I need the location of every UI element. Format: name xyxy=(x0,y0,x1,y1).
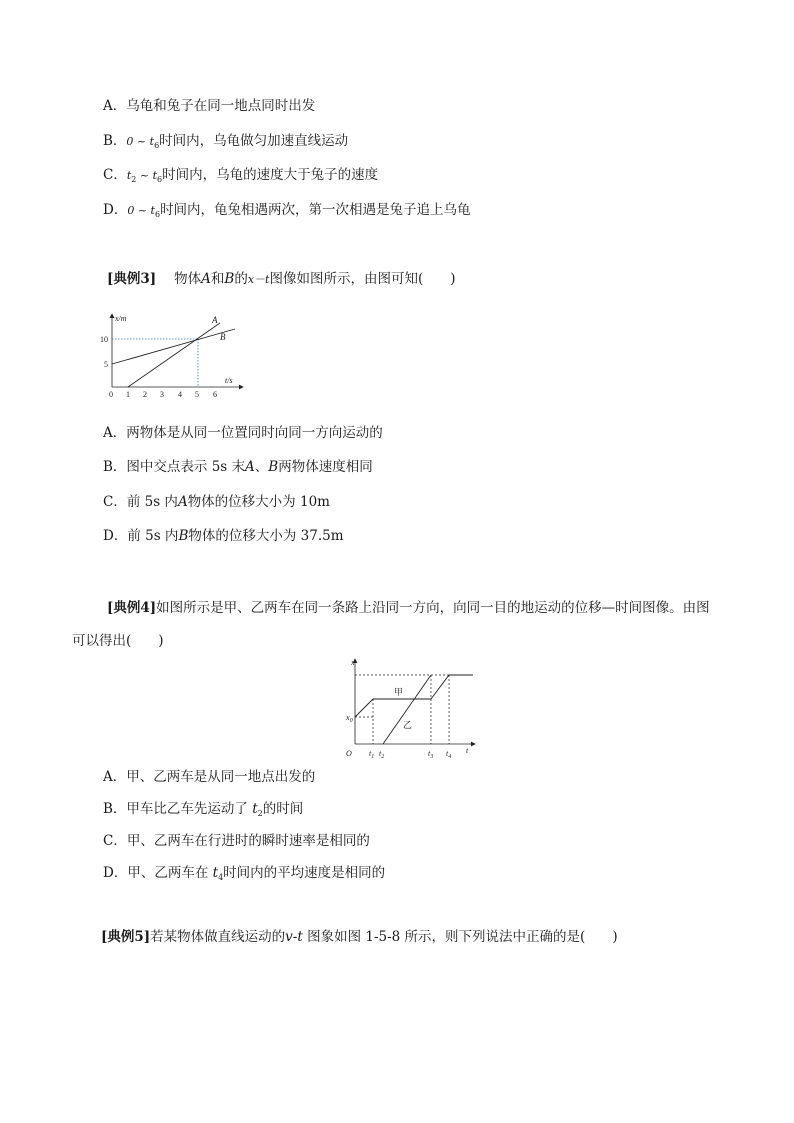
example-3-option-b: B．图中交点表示 5s 末A、B两物体速度相同 xyxy=(103,459,373,475)
x-tick-6: 6 xyxy=(213,390,217,399)
y-tick-10: 10 xyxy=(100,335,108,344)
x-tick-3: 3 xyxy=(160,390,164,399)
example-3-tag: [典例3] xyxy=(107,271,157,287)
example-4-graph xyxy=(340,655,480,760)
option-a: A．乌龟和兔子在同一地点同时出发 xyxy=(103,98,316,114)
y-axis-label: x/m xyxy=(115,314,127,323)
example-5-tag: [典例5] xyxy=(101,929,151,945)
x-tick-2: 2 xyxy=(143,390,147,399)
example-3-option-a: A．两物体是从同一位置同时向同一方向运动的 xyxy=(103,425,383,441)
line-b xyxy=(112,329,235,364)
option-c: C．$t_2$ ~ $t_6$时间内，乌龟的速度大于兔子的速度 xyxy=(103,167,379,184)
line-yi xyxy=(383,675,431,744)
x-tick-4: 4 xyxy=(178,390,182,399)
example-4-option-d: D．甲、乙两车在 $t_4$时间内的平均速度是相同的 xyxy=(103,865,386,882)
t3-label: $t_3$ xyxy=(428,749,434,760)
example-3-option-d: D．前 5s 内B物体的位移大小为 37.5m xyxy=(103,528,344,544)
example-4-question-line2: 可以得出( ) xyxy=(72,633,164,649)
option-d: D．0 ~ $t_6$时间内，龟兔相遇两次，第一次相遇是兔子追上乌龟 xyxy=(103,202,471,219)
x-axis-label: t xyxy=(466,746,469,755)
y-tick-5: 5 xyxy=(104,360,108,369)
example-4-option-a: A．甲、乙两车是从同一地点出发的 xyxy=(103,769,316,785)
label-jia: 甲 xyxy=(394,687,404,697)
example-4-question-line1: [典例4]如图所示是甲、乙两车在同一条路上沿同一方向，向同一目的地运动的位移—时间图像。由图 xyxy=(107,600,710,616)
x-tick-5: 5 xyxy=(195,390,199,399)
example-4-option-c: C．甲、乙两车在行进时的瞬时速率是相同的 xyxy=(103,833,370,849)
t1-label: $t_1$ xyxy=(369,749,375,760)
example-4-option-b: B．甲车比乙车先运动了 $t_2$的时间 xyxy=(103,801,304,818)
example-4-tag: [典例4] xyxy=(107,600,157,616)
t2-label: $t_2$ xyxy=(379,749,385,760)
t4-label: $t_4$ xyxy=(446,749,452,760)
example-3-graph xyxy=(100,310,250,400)
label-yi: 乙 xyxy=(403,720,413,730)
x-axis-label: t/s xyxy=(225,376,233,385)
origin-label: O xyxy=(346,749,352,758)
label-b: B xyxy=(220,332,226,342)
label-a: A xyxy=(212,315,218,325)
line-jia xyxy=(355,675,473,717)
y-axis-label: x xyxy=(351,658,355,667)
x0-label: $x_0$ xyxy=(346,713,353,724)
x-tick-0: 0 xyxy=(109,390,113,399)
example-5-question: [典例5]若某物体做直线运动的v-t 图象如图 1-5-8 所示，则下列说法中正确的是( ) xyxy=(101,929,618,945)
line-a xyxy=(128,323,220,387)
example-3-question: [典例3] 物体A和B的x－t图像如图所示，由图可知( ) xyxy=(107,271,456,287)
example-3-option-c: C．前 5s 内A物体的位移大小为 10m xyxy=(103,494,330,510)
x-tick-1: 1 xyxy=(126,390,130,399)
option-b: B．0 ~ $t_6$时间内，乌龟做匀加速直线运动 xyxy=(103,133,349,150)
